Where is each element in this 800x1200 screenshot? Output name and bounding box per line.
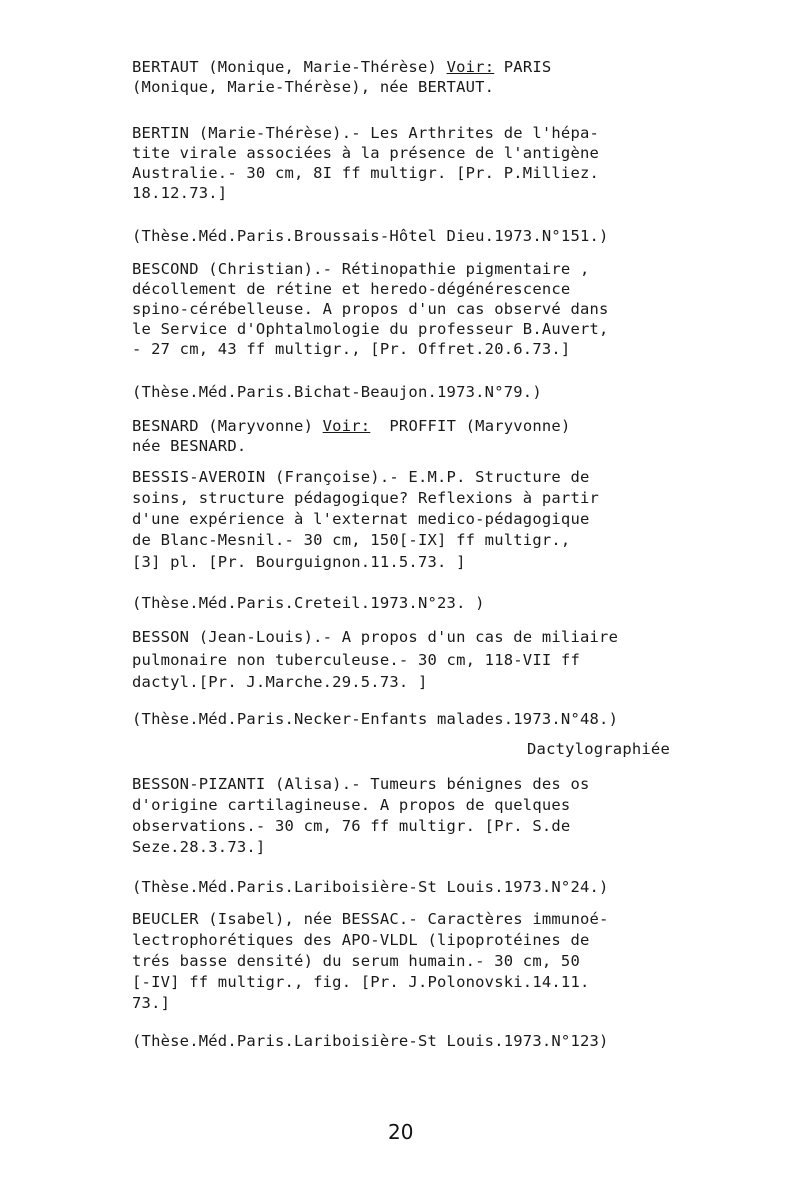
voir-label: Voir:: [322, 417, 371, 435]
entry-line: - 27 cm, 43 ff multigr., [Pr. Offret.20.6.73.]: [132, 340, 571, 358]
entry-line: tite virale associées à la présence de l'antigène: [132, 144, 600, 162]
entry-line: 73.]: [132, 994, 171, 1012]
these-line: (Thèse.Méd.Paris.Bichat-Beaujon.1973.N°79.): [132, 383, 542, 401]
entry-line: d'une expérience à l'externat medico-pédagogique: [132, 510, 590, 528]
these-line: (Thèse.Méd.Paris.Lariboisière-St Louis.1973.N°24.): [132, 878, 609, 896]
entry-line: [3] pl. [Pr. Bourguignon.11.5.73. ]: [132, 553, 466, 571]
page-number: 20: [388, 1120, 414, 1144]
entry-line: lectrophorétiques des APO-VLDL (lipoprotéines de: [132, 931, 590, 949]
entry-line: BERTAUT (Monique, Marie-Thérèse) Voir: PARIS: [132, 58, 552, 76]
entry-line: soins, structure pédagogique? Reflexions à partir: [132, 489, 600, 507]
entry-line: trés basse densité) du serum humain.- 30 cm, 50: [132, 952, 580, 970]
entry-line: 18.12.73.]: [132, 184, 228, 202]
entry-line: BEUCLER (Isabel), née BESSAC.- Caractères immunoé-: [132, 910, 609, 928]
entry-line: (Monique, Marie-Thérèse), née BERTAUT.: [132, 78, 495, 96]
entry-line: BESSON-PIZANTI (Alisa).- Tumeurs bénignes des os: [132, 775, 590, 793]
entry-line: BESNARD (Maryvonne) Voir: PROFFIT (Maryvonne): [132, 417, 571, 435]
these-line: (Thèse.Méd.Paris.Creteil.1973.N°23. ): [132, 594, 485, 612]
entry-line: de Blanc-Mesnil.- 30 cm, 150[-IX] ff multigr.,: [132, 531, 571, 549]
entry-line: le Service d'Ophtalmologie du professeur B.Auvert,: [132, 320, 609, 338]
these-line: (Thèse.Méd.Paris.Necker-Enfants malades.1973.N°48.): [132, 710, 619, 728]
voir-label: Voir:: [446, 58, 495, 76]
entry-line: Australie.- 30 cm, 8I ff multigr. [Pr. P.Milliez.: [132, 164, 600, 182]
entry-line: BESSON (Jean-Louis).- A propos d'un cas de miliaire: [132, 628, 619, 646]
entry-line: [-IV] ff multigr., fig. [Pr. J.Polonovski.14.11.: [132, 973, 590, 991]
entry-line: observations.- 30 cm, 76 ff multigr. [Pr. S.de: [132, 817, 571, 835]
entry-line: Seze.28.3.73.]: [132, 838, 266, 856]
entry-line: née BESNARD.: [132, 437, 247, 455]
entry-line: d'origine cartilagineuse. A propos de quelques: [132, 796, 571, 814]
entry-line: BESCOND (Christian).- Rétinopathie pigmentaire ,: [132, 260, 590, 278]
entry-line: BERTIN (Marie-Thérèse).- Les Arthrites de l'hépa-: [132, 124, 600, 142]
these-line: (Thèse.Méd.Paris.Lariboisière-St Louis.1973.N°123): [132, 1032, 609, 1050]
entry-line: spino-cérébelleuse. A propos d'un cas observé dans: [132, 300, 609, 318]
these-line: (Thèse.Méd.Paris.Broussais-Hôtel Dieu.1973.N°151.): [132, 227, 609, 245]
entry-line: décollement de rétine et heredo-dégénérescence: [132, 280, 571, 298]
entry-line: BESSIS-AVEROIN (Françoise).- E.M.P. Structure de: [132, 468, 590, 486]
note-line: Dactylographiée: [527, 740, 670, 758]
entry-line: dactyl.[Pr. J.Marche.29.5.73. ]: [132, 673, 428, 691]
entry-line: pulmonaire non tuberculeuse.- 30 cm, 118-VII ff: [132, 651, 580, 669]
